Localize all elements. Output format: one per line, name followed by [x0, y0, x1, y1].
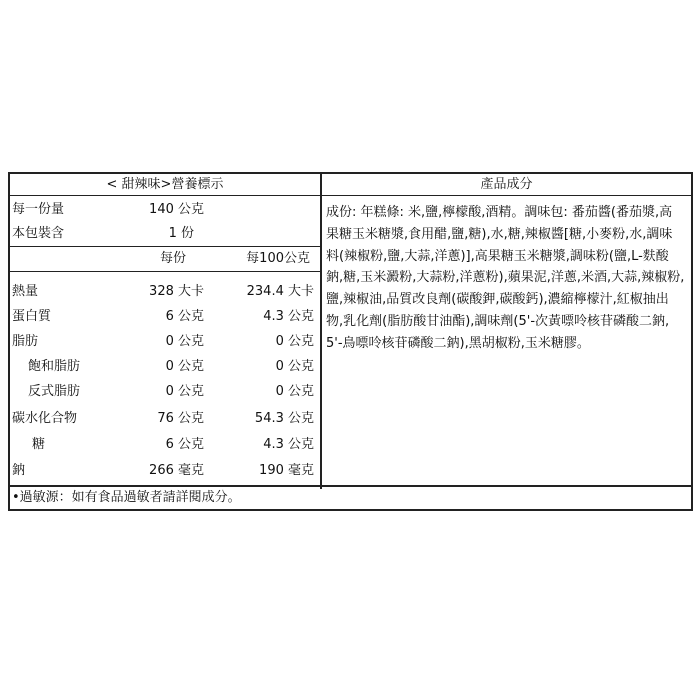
nutrient-label: 蛋白質 — [12, 309, 52, 324]
nutrient-per-serving: 0 公克 — [165, 359, 204, 374]
nutrition-title: < 甜辣味>營養標示 — [10, 174, 320, 196]
allergen-notice: •過敏源：如有食品過敏者請詳閱成分。 — [10, 485, 691, 509]
nutrient-per-serving: 6 公克 — [165, 437, 204, 452]
nutrition-facts-table — [10, 174, 322, 489]
col-per-serving: 每份 — [159, 251, 186, 266]
nutrient-per-100g: 234.4 大卡 — [246, 284, 314, 299]
col-per-100g: 每100公克 — [246, 251, 310, 266]
servings-label: 本包裝含 — [12, 226, 65, 241]
nutrient-per-serving: 76 公克 — [157, 411, 204, 426]
nutrient-label: 飽和脂肪 — [28, 359, 81, 374]
nutrient-label: 碳水化合物 — [12, 411, 78, 426]
nutrient-per-100g: 190 毫克 — [259, 463, 314, 478]
nutrient-label: 糖 — [32, 437, 46, 452]
nutrient-per-serving: 0 公克 — [165, 384, 204, 399]
nutrient-per-100g: 54.3 公克 — [254, 411, 314, 426]
ingredients-text: 成份: 年糕條: 米,鹽,檸檬酸,酒精。調味包: 番茄醬(番茄漿,高果糖玉米糖漿,食用醋,鹽,糖),水,糖,辣椒醬[糖,小麥粉,水,調味料(辣椒粉,鹽,大蒜,洋蔥)],高果糖玉米糖漿,調味粉(鹽,L-麩酸鈉,糖,玉米澱粉,大蒜粉,洋蔥粉),蘋果泥,洋蔥,米酒,大蒜,辣椒粉,鹽,辣椒油,品質改良劑(碳酸鉀,碳酸鈣),濃縮檸檬汁,紅椒抽出物,乳化劑(脂肪酸甘油酯),調味劑(5'-次黃嘌呤核苷磷酸二鈉,5'-鳥嘌呤核苷磷酸二鈉),黑胡椒粉,玉米糖膠。 — [326, 205, 685, 351]
serving-size-row — [10, 198, 320, 221]
table-row — [10, 355, 320, 378]
nutrient-per-100g: 0 公克 — [275, 359, 314, 374]
column-header-row — [10, 247, 320, 270]
nutrient-per-serving: 328 大卡 — [149, 284, 204, 299]
table-row — [10, 407, 320, 430]
nutrient-label: 鈉 — [12, 463, 26, 478]
nutrient-per-serving: 266 毫克 — [149, 463, 204, 478]
nutrient-per-100g: 4.3 公克 — [263, 437, 314, 452]
table-row — [10, 380, 320, 403]
ingredients-title: 產品成分 — [322, 174, 691, 196]
table-row — [10, 330, 320, 353]
divider — [10, 271, 320, 272]
table-row — [10, 280, 320, 303]
table-row — [10, 433, 320, 456]
nutrient-per-100g: 0 公克 — [275, 384, 314, 399]
servings-value: 1 份 — [168, 226, 194, 241]
nutrient-per-100g: 0 公克 — [275, 334, 314, 349]
table-row — [10, 305, 320, 328]
serving-size-label: 每一份量 — [12, 202, 65, 217]
nutrient-per-serving: 0 公克 — [165, 334, 204, 349]
nutrient-label: 熱量 — [12, 284, 39, 299]
servings-row — [10, 222, 320, 245]
serving-size-value: 140 公克 — [149, 202, 204, 217]
nutrient-label: 脂肪 — [12, 334, 39, 349]
table-row — [10, 459, 320, 482]
nutrition-label-panel — [8, 172, 693, 511]
nutrient-per-serving: 6 公克 — [165, 309, 204, 324]
nutrient-per-100g: 4.3 公克 — [263, 309, 314, 324]
nutrient-label: 反式脂肪 — [28, 384, 81, 399]
ingredients-panel — [322, 174, 691, 489]
